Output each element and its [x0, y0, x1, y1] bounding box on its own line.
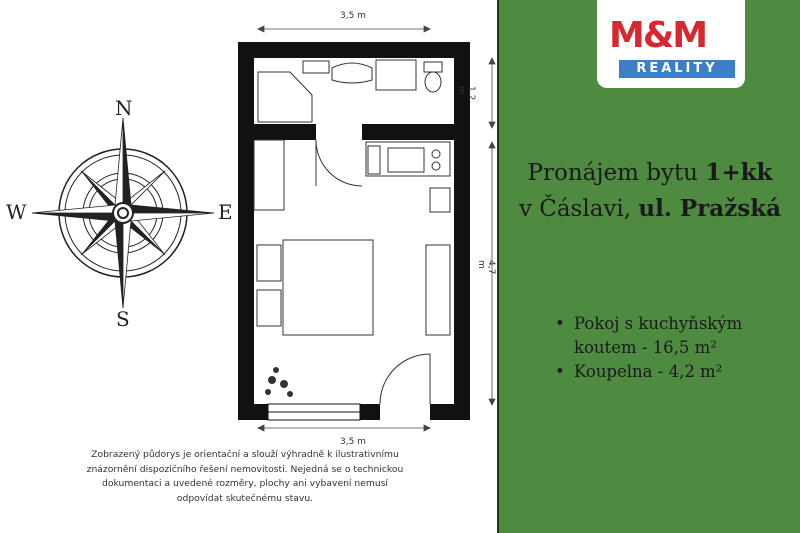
title-line2-prefix: v Čáslavi,: [518, 196, 639, 222]
compass-east-label: E: [218, 200, 233, 224]
compass-south-label: S: [116, 307, 130, 331]
dimension-right-top: 1,2 m: [456, 86, 476, 101]
compass-north-label: N: [115, 96, 133, 120]
listing-title: [505, 155, 795, 227]
title-line1-prefix: Pronájem bytu: [527, 160, 706, 186]
feature-list: [555, 312, 785, 384]
logo-text: REALITY: [619, 60, 735, 78]
company-logo[interactable]: [597, 0, 745, 88]
title-line1-bold: 1+kk: [705, 159, 773, 186]
feature-item-room: • Pokoj s kuchyňským koutem - 16,5 m²: [555, 312, 785, 360]
logo-mark: M&M: [609, 15, 707, 56]
dimension-top-width: 3,5 m: [340, 11, 366, 21]
feature-item-bathroom: • Koupelna - 4,2 m²: [555, 360, 785, 384]
title-line2-bold: ul. Pražská: [638, 195, 782, 222]
floor-plan-drawing: [230, 0, 500, 445]
dimension-right-main: 4,7 m: [476, 260, 496, 275]
compass-rose-icon: [20, 90, 230, 330]
dimension-bottom-width: 3,5 m: [340, 437, 366, 447]
disclaimer-text: Zobrazený půdorys je orientační a slouží výhradně k ilustrativnímu znázornění dispozičního řešení nemovitosti. Nejedná se o technickou dokumentaci a uvedené rozměry, plochy ani vybavení nemusí odpovídat skutečnému stavu.: [86, 449, 404, 504]
compass-west-label: W: [6, 200, 27, 224]
